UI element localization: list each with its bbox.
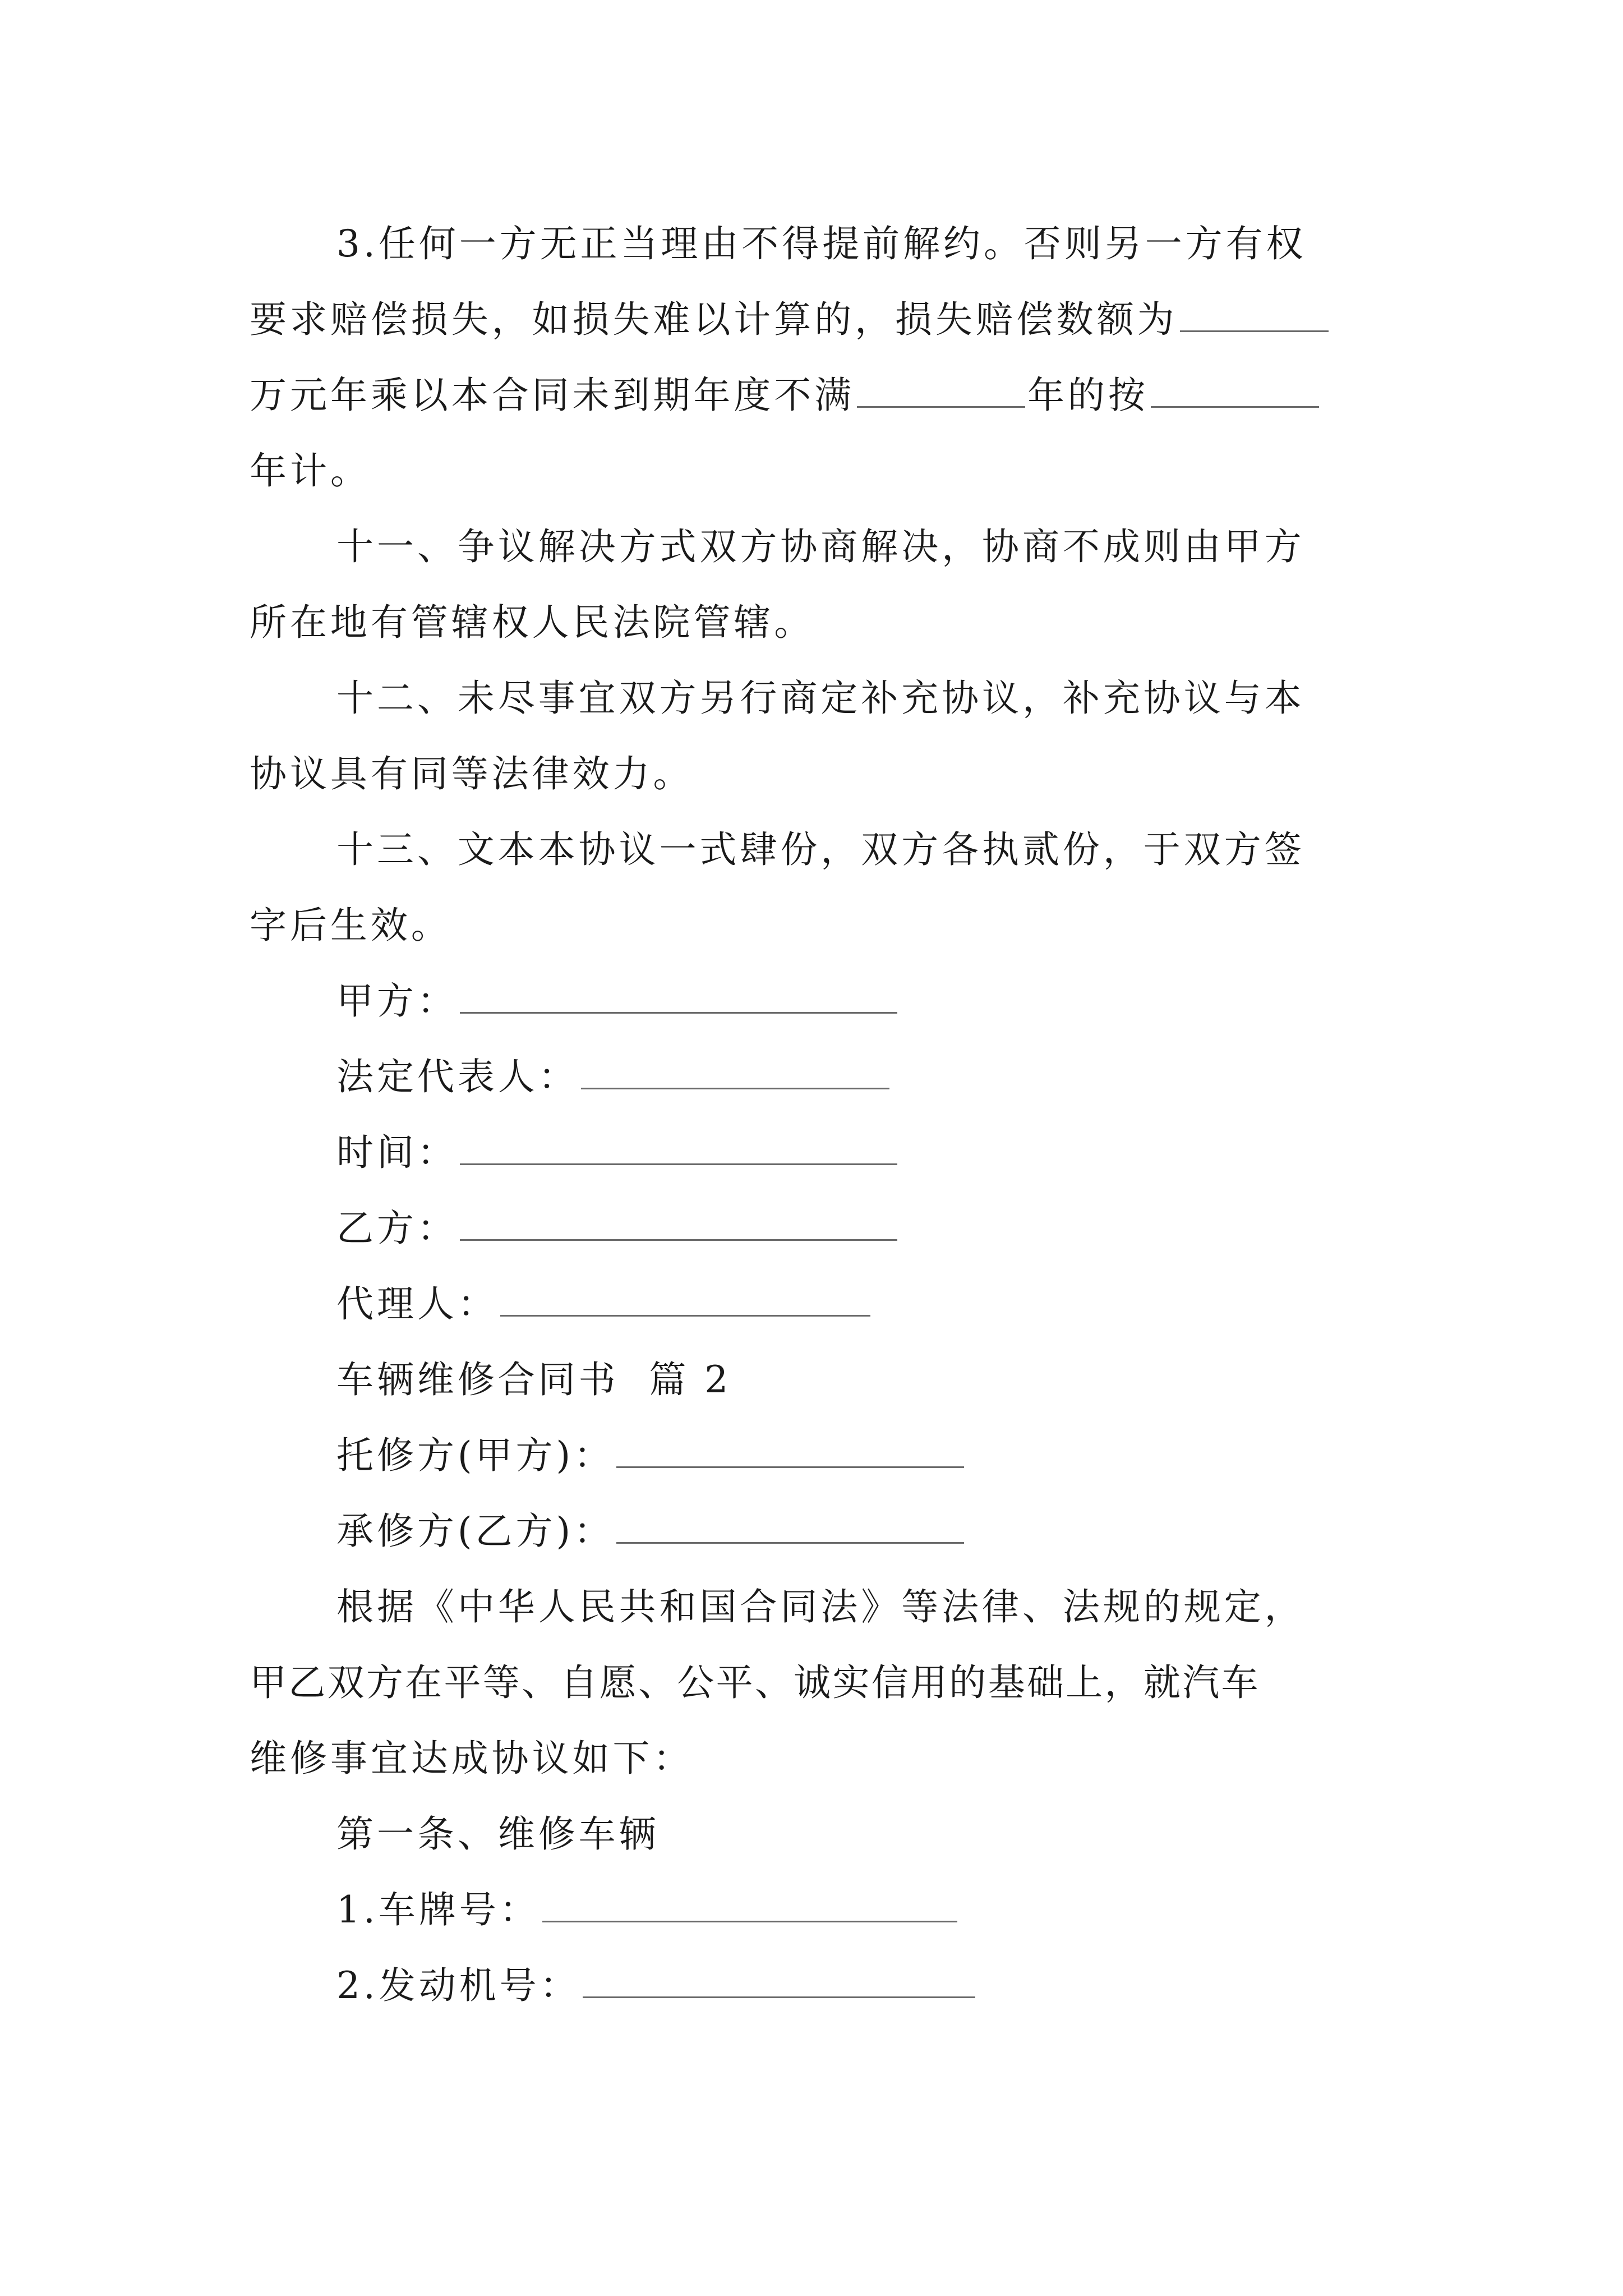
agent-label: 代理人：	[336, 1282, 498, 1326]
party-b-label: 乙方：	[336, 1207, 458, 1250]
repairer-line	[0, 1506, 1623, 1557]
party-b-signature-line	[0, 1203, 1623, 1254]
plate-no-blank[interactable]	[542, 1888, 957, 1922]
section-2-title	[0, 1355, 1623, 1405]
plate-no-line	[0, 1885, 1623, 1935]
clause-12-text-1: 十二、未尽事宜双方另行商定补充协议，补充协议与本	[336, 677, 1305, 720]
party-a-blank[interactable]	[460, 979, 897, 1014]
plate-no-label: 1.车牌号：	[336, 1888, 540, 1931]
clause-3-text-1: 3.任何一方无正当理由不得提前解约。否则另一方有权	[336, 222, 1307, 265]
clause-12-line-1	[0, 673, 1623, 724]
repairer-label: 承修方(乙方)：	[336, 1510, 615, 1553]
time-label: 时间：	[336, 1131, 458, 1174]
intro-text-3: 维修事宜达成协议如下：	[250, 1737, 694, 1780]
article-1-text: 第一条、维修车辆	[336, 1812, 660, 1856]
engine-no-line	[0, 1961, 1623, 2011]
agent-blank[interactable]	[500, 1282, 870, 1317]
clause-11-line-1	[0, 522, 1623, 572]
legal-rep-signature-line	[0, 1052, 1623, 1102]
client-label: 托修方(甲方)：	[336, 1434, 615, 1477]
repairer-blank[interactable]	[616, 1510, 964, 1544]
clause-11-text-2: 所在地有管辖权人民法院管辖。	[250, 601, 815, 644]
clause-12-text-2: 协议具有同等法律效力。	[250, 752, 694, 795]
party-b-blank[interactable]	[460, 1207, 897, 1241]
section-2-title-text: 车辆维修合同书 篇 2	[336, 1358, 732, 1401]
intro-line-3	[0, 1733, 1623, 1784]
years-blank[interactable]	[857, 374, 1025, 408]
intro-line-2	[0, 1658, 1623, 1708]
clause-3-text-3a: 万元年乘以本合同未到期年度不满	[250, 374, 855, 417]
clause-11-line-2	[0, 597, 1623, 648]
engine-no-label: 2.发动机号：	[336, 1964, 580, 2007]
clause-12-line-2	[0, 749, 1623, 799]
clause-11-text-1: 十一、争议解决方式双方协商解决，协商不成则由甲方	[336, 525, 1305, 568]
engine-no-blank[interactable]	[583, 1964, 975, 1998]
time-blank[interactable]	[460, 1131, 897, 1165]
time-signature-line	[0, 1128, 1623, 1178]
article-1-heading	[0, 1809, 1623, 1860]
intro-text-2: 甲乙双方在平等、自愿、公平、诚实信用的基础上，就汽车	[250, 1661, 1260, 1704]
clause-13-line-2	[0, 900, 1623, 951]
clause-13-text-1: 十三、文本本协议一式肆份，双方各执贰份，于双方签	[336, 828, 1305, 871]
party-a-signature-line	[0, 976, 1623, 1027]
agent-signature-line	[0, 1279, 1623, 1329]
clause-3-text-2: 要求赔偿损失，如损失难以计算的，损失赔偿数额为	[250, 298, 1178, 341]
intro-line-1	[0, 1582, 1623, 1632]
legal-rep-blank[interactable]	[581, 1055, 889, 1089]
clause-13-text-2: 字后生效。	[250, 904, 451, 947]
years-count-blank[interactable]	[1151, 374, 1319, 408]
clause-3-text-3b: 年的按	[1027, 374, 1149, 417]
clause-3-text-4: 年计。	[250, 449, 371, 493]
client-blank[interactable]	[616, 1434, 964, 1468]
party-a-label: 甲方：	[336, 979, 458, 1023]
clause-3-line-1	[0, 219, 1623, 269]
legal-rep-label: 法定代表人：	[336, 1055, 579, 1098]
clause-3-line-3	[0, 370, 1623, 421]
client-line	[0, 1430, 1623, 1481]
intro-text-1: 根据《中华人民共和国合同法》等法律、法规的规定，	[336, 1585, 1305, 1628]
clause-3-line-4	[0, 446, 1623, 496]
clause-13-line-1	[0, 825, 1623, 875]
compensation-amount-blank[interactable]	[1180, 298, 1329, 332]
clause-3-line-2	[0, 295, 1623, 345]
